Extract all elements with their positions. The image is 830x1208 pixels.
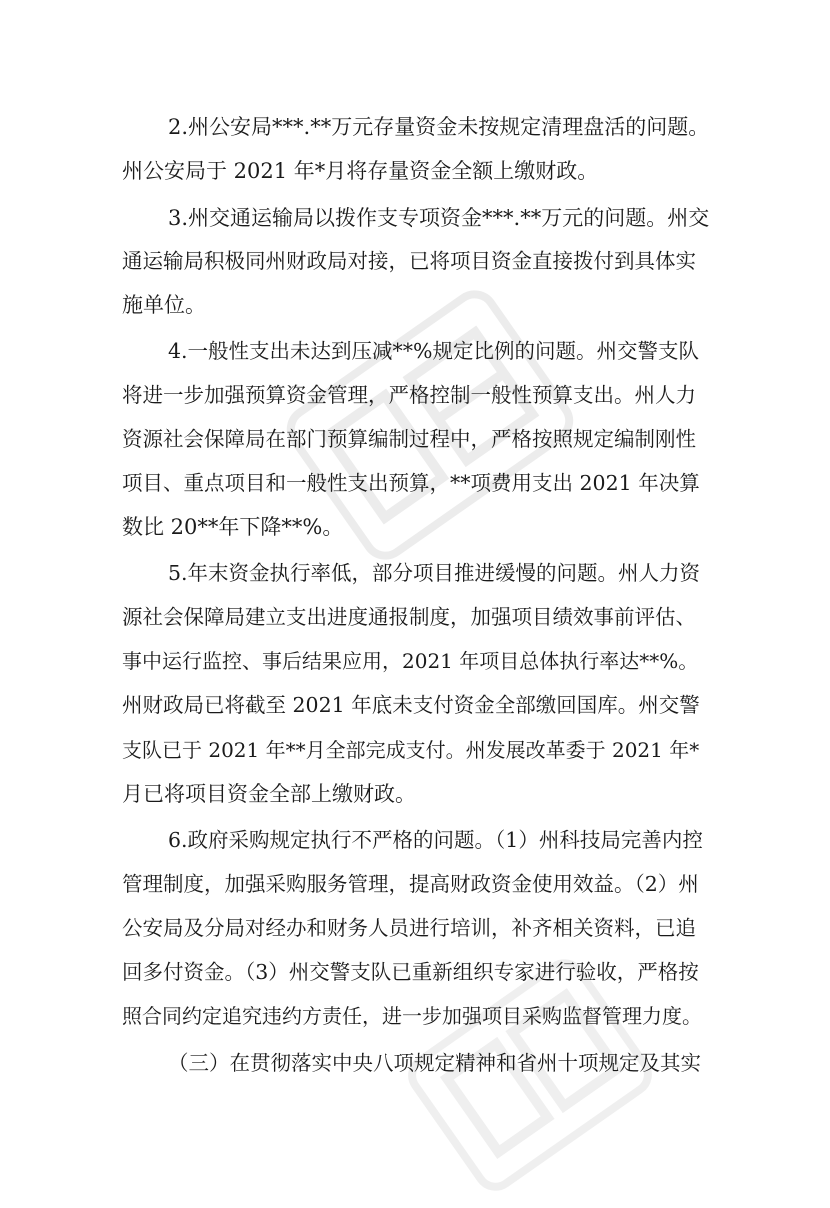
paragraph-line: 3.州交通运输局以拨作支专项资金***.**万元的问题。州交 [168,206,710,230]
paragraph-line: 月已将项目资金全部上缴财政。 [122,782,416,806]
paragraph-line: 州财政局已将截至 2021 年底未支付资金全部缴回国库。州交警 [122,693,700,717]
paragraph-line: 项目、重点项目和一般性支出预算，**项费用支出 2021 年决算 [122,471,700,495]
paragraph-line: 事中运行监控、事后结果应用，2021 年项目总体执行率达**%。 [122,649,699,673]
paragraph-line: 将进一步加强预算资金管理，严格控制一般性预算支出。州人力 [122,383,696,407]
paragraph-line: 资源社会保障局在部门预算编制过程中，严格按照规定编制刚性 [122,427,696,451]
paragraph-line: 5.年末资金执行率低，部分项目推进缓慢的问题。州人力资 [168,561,701,585]
paragraph-line: 2.州公安局***.**万元存量资金未按规定清理盘活的问题。 [168,115,710,139]
paragraph-line: 公安局及分局对经办和财务人员进行培训，补齐相关资料，已追 [122,916,696,940]
paragraph-line: 州公安局于 2021 年*月将存量资金全额上缴财政。 [122,159,599,183]
paragraph-line: 源社会保障局建立支出进度通报制度，加强项目绩效事前评估、 [122,605,696,629]
paragraph-line: 数比 20**年下降**%。 [122,515,344,539]
section-heading: （三）在贯彻落实中央八项规定精神和省州十项规定及其实 [168,1051,701,1075]
paragraph-line: 支队已于 2021 年**月全部完成支付。州发展改革委于 2021 年* [122,738,700,762]
paragraph-line: 4.一般性支出未达到压减**%规定比例的问题。州交警支队 [168,339,700,363]
paragraph-line: 照合同约定追究违约方责任，进一步加强项目采购监督管理力度。 [122,1004,702,1028]
paragraph-line: 6.政府采购规定执行不严格的问题。（1）州科技局完善内控 [168,828,703,852]
paragraph-line: 施单位。 [122,293,206,317]
paragraph-line: 管理制度，加强采购服务管理，提高财政资金使用效益。（2）州 [122,872,699,896]
paragraph-line: 回多付资金。（3）州交警支队已重新组织专家进行验收，严格按 [122,960,699,984]
paragraph-line: 通运输局积极同州财政局对接，已将项目资金直接拨付到具体实 [122,249,696,273]
